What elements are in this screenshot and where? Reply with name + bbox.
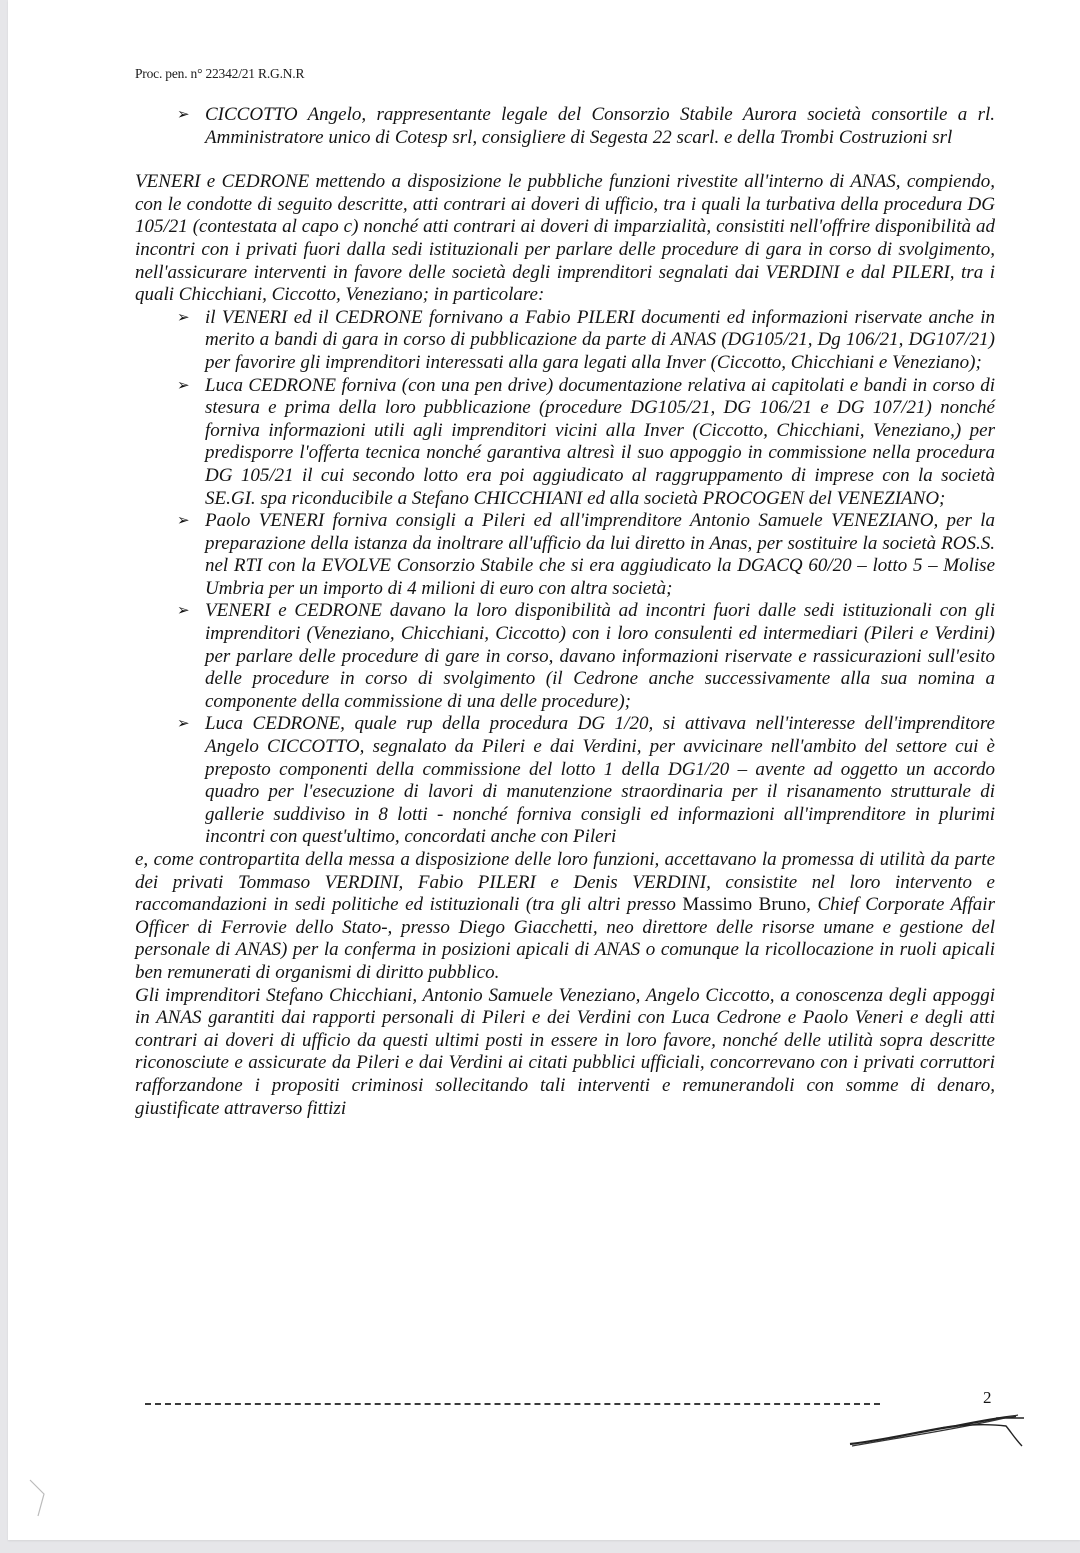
paragraph-consideration-upright: Massimo Bruno,	[682, 894, 811, 916]
paragraph-consideration-part-a: e, come contropartita della messa a disposizione delle loro funzioni, accettavano la promessa di utilità da parte dei privati Tommaso VERDINI, Fabio PILERI e Denis VERDINI, consistite nel loro intervento e raccomandazioni in sedi politiche ed istituzionali (tra gli altri presso	[135, 849, 995, 916]
arrow-bullet-icon: ➢	[177, 603, 190, 620]
list-item-text: VENERI e CEDRONE davano la loro disponibilità ad incontri fuori dalle sedi istituzionali con gli imprenditori (Veneziano, Chicchiani, Ciccotto) con i loro consulenti ed intermediari (Pileri e Verdini) per parlare delle procedure di gare in corso, davano informazioni riservate e rassicurazioni sull'esito delle procedure in corso di svolgimento (il Cedrone anche successivamente alla sua nomina a componente della commissione di una delle procedure);	[205, 600, 995, 712]
page-number: 2	[983, 1388, 992, 1407]
case-reference-header: Proc. pen. n° 22342/21 R.G.N.R	[135, 66, 305, 81]
paragraph-consideration-part-b: Chief Corporate Affair Officer di Ferrovie dello Stato-, presso Diego Giacchetti, neo direttore delle risorse umane e gestione del personale di ANAS) per la conferma in posizioni apicali di ANAS o comunque la ricollocazione in ruoli apicali ben remunerati di organismi di diritto pubblico.	[135, 894, 995, 983]
arrow-bullet-icon: ➢	[177, 513, 190, 530]
arrow-bullet-icon: ➢	[177, 716, 190, 733]
list-item-text: Paolo VENERI forniva consigli a Pileri ed all'imprenditore Antonio Samuele VENEZIANO, per la preparazione della istanza da inoltrare all'ufficio da lui diretto in Anas, per sostituire la società ROS.S. nel RTI con la EVOLVE Consorzio Stabile che si era aggiudicato la DGACQ 60/20 – lotto 5 – Molise Umbria per un importo di 4 milioni di euro con altra società;	[205, 510, 995, 599]
list-item	[135, 600, 995, 713]
paragraph-entrepreneurs: Gli imprenditori Stefano Chicchiani, Antonio Samuele Veneziano, Angelo Ciccotto, a conoscenza degli appoggi in ANAS garantiti dai rapporti personali di Pileri e dei Verdini con Luca Cedrone e Paolo Veneri e degli atti contrari ai doveri di ufficio da questi ultimi posti in essere in loro favore, nonché delle utilità sopra descritte riconosciute e assicurate da Pileri e dai Verdini ai citati pubblici ufficiali, concorrevano con i privati corruttori rafforzandone i propositi criminosi sollecitando tali interventi e remunerandoli con somme di denaro, giustificate attraverso fittizi	[135, 984, 995, 1119]
arrow-bullet-icon: ➢	[177, 107, 190, 123]
paragraph-charges: VENERI e CEDRONE mettendo a disposizione le pubbliche funzioni rivestite all'interno di ANAS, compiendo, con le condotte di seguito descritte, atti contrari ai doveri di ufficio, tra i quali la turbativa della procedura DG 105/21 (contestata al capo c) nonché atti contrari ai doveri di imparzialità, consistiti nell'offrire disponibilità ad incontri con i privati fuori dalla sedi istituzionali per parlare delle procedure di gara in corso di svolgimento, nell'assicurare interventi in favore delle società degli imprenditori segnalati dai VERDINI e dal PILERI, tra i quali Chicchiani, Ciccotto, Veneziano; in particolare:	[135, 171, 995, 306]
list-item-text: Luca CEDRONE forniva (con una pen drive) documentazione relativa ai capitolati e bandi in corso di stesura e prima della loro pubblicazione (procedure DG105/21, DG 106/21 e DG 107/21) nonché forniva informazioni utili agli imprenditori vicini alla Inver (Ciccotto, Chicchiani, Veneziano,) per predisporre l'offerta tecnica nonché garantiva altresì il suo appoggio in commissione nella procedura DG 105/21 il cui secondo lotto era poi aggiudicato al raggruppamento di imprese con la società SE.GI. spa riconducibile a Stefano CHICCHIANI ed alla società PROCOGEN del VENEZIANO;	[205, 374, 995, 509]
signature-icon	[846, 1410, 1026, 1450]
document-body	[135, 104, 995, 1120]
arrow-bullet-icon: ➢	[177, 309, 190, 326]
list-item	[135, 713, 995, 849]
paragraph-consideration	[135, 849, 995, 985]
list-item	[135, 307, 995, 375]
list-item-text: Luca CEDRONE, quale rup della procedura DG 1/20, si attivava nell'interesse dell'imprenditore Angelo CICCOTTO, segnalato da Pileri e dai Verdini, per avvicinare nell'ambito del settore cui è preposto componenti della commissione del lotto 1 della DG1/20 – avente ad oggetto un accordo quadro per l'esecuzione di lavori di manutenzione straordinaria per il risanamento strutturale di gallerie suddiviso in 8 lotti - nonché forniva consigli ed informazioni all'imprenditore in plurimi incontri con quest'ultimo, concordati anche con Pileri	[205, 713, 995, 848]
document-page	[8, 0, 1080, 1540]
scan-mark-icon	[28, 1478, 52, 1518]
intro-list-item-text: CICCOTTO Angelo, rappresentante legale del Consorzio Stabile Aurora società consortile a rl. Amministratore unico di Cotesp srl, consigliere di Segesta 22 scarl. e della Trombi Costruzioni srl	[205, 104, 995, 148]
arrow-bullet-icon: ➢	[177, 377, 190, 394]
list-item-text: il VENERI ed il CEDRONE fornivano a Fabio PILERI documenti ed informazioni riservate anche in merito a bandi di gara in corso di pubblicazione da parte di ANAS (DG105/21, Dg 106/21, DG107/21) per favorire gli imprenditori interessati alla gara legati alla Inver (Ciccotto, Chicchiani e Veneziano);	[205, 306, 995, 373]
list-item	[135, 375, 995, 511]
footer-dashed-rule	[145, 1403, 880, 1405]
list-item	[135, 510, 995, 600]
intro-list-item	[135, 104, 995, 149]
